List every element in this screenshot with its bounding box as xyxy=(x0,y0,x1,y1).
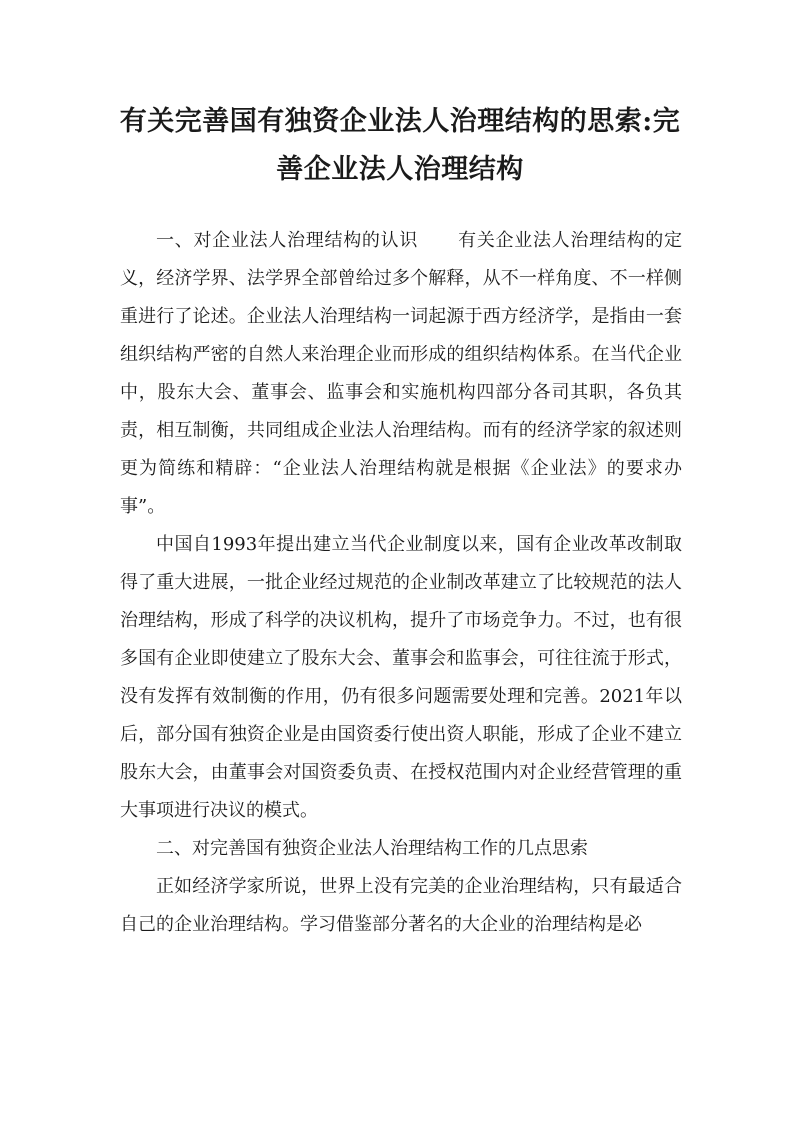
paragraph-text: 中国自1993年提出建立当代企业制度以来，国有企业改革改制取得了重大进展，一批企业经过规范的企业制改革建立了比较规范的法人治理结构，形成了科学的决议机构，提升了市场竞争力。不过，也有很多国有企业即使建立了股东大会、董事会和监事会，可往往流于形式，没有发挥有效制衡的作用，仍有很多问题需要处理和完善。2021年以后，部分国有独资企业是由国资委行使出资人职能，形成了企业不建立股东大会，由董事会对国资委负责、在授权范围内对企业经营管理的重大事项进行决议的模式。 xyxy=(120,534,682,821)
section-1-intro-paragraph xyxy=(120,222,682,526)
section-2-heading: 二、对完善国有独资企业法人治理结构工作的几点思索 xyxy=(156,838,588,859)
document-body xyxy=(120,222,682,944)
paragraph-text: 有关企业法人治理结构的定义，经济学界、法学界全部曾给过多个解释，从不一样角度、不一样侧重进行了论述。企业法人治理结构一词起源于西方经济学，是指由一套组织结构严密的自然人来治理企业而形成的组织结构体系。在当代企业中，股东大会、董事会、监事会和实施机构四部分各司其职，各负其责，相互制衡，共同组成企业法人治理结构。而有的经济学家的叙述则更为简练和精辟：“企业法人治理结构就是根据《企业法》的要求办事”。 xyxy=(120,230,683,517)
section-1-heading: 一、对企业法人治理结构的认识 xyxy=(156,230,419,251)
document-title: 有关完善国有独资企业法人治理结构的思索:完善企业法人治理结构 xyxy=(119,106,681,185)
paragraph-text: 正如经济学家所说，世界上没有完美的企业治理结构，只有最适合自己的企业治理结构。学习借鉴部分著名的大企业的治理结构是必 xyxy=(120,876,682,935)
